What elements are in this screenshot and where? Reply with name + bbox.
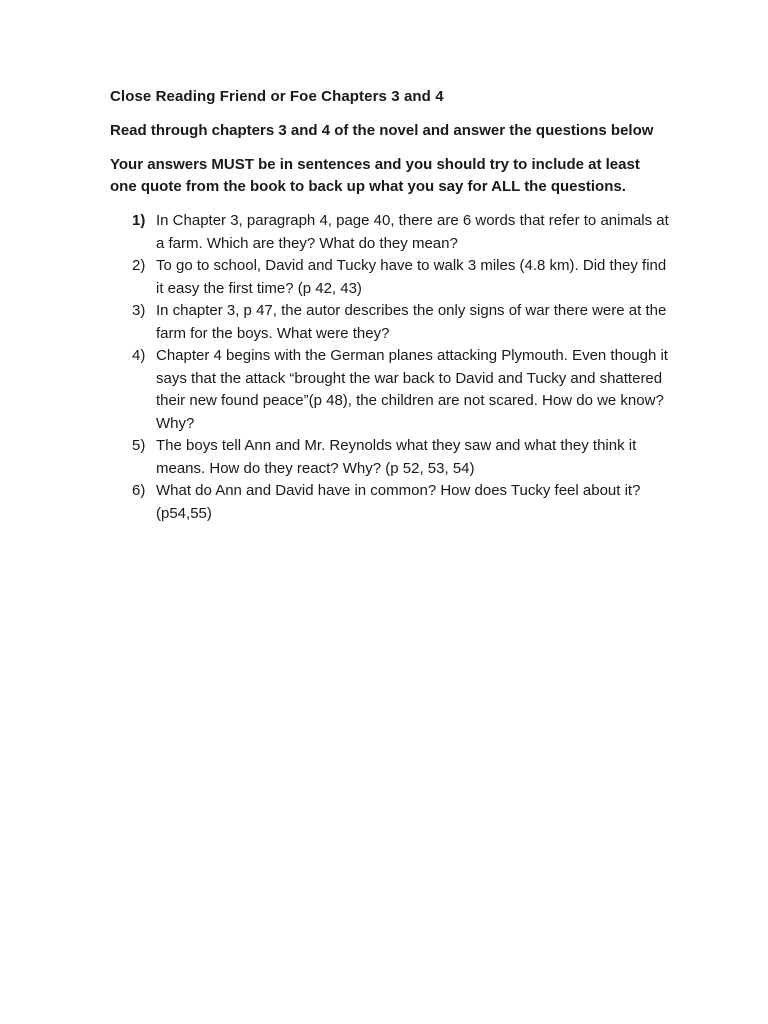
question-item bbox=[110, 435, 670, 480]
question-item bbox=[110, 300, 670, 345]
question-number: 2) bbox=[132, 257, 146, 274]
question-item bbox=[110, 210, 670, 255]
question-number: 4) bbox=[132, 347, 146, 364]
question-item bbox=[110, 345, 670, 435]
document-title: Close Reading Friend or Foe Chapters 3 and 4 bbox=[110, 88, 444, 105]
question-text: In chapter 3, p 47, the autor describes the only signs of war there were at the farm for the boys. What were they? bbox=[156, 302, 667, 342]
question-list bbox=[110, 210, 670, 525]
question-text: Chapter 4 begins with the German planes attacking Plymouth. Even though it says that the attack “brought the war back to David and Tucky and shattered their new found peace”(p 48), the children are not scared. How do we know? Why? bbox=[156, 347, 668, 432]
requirement-paragraph: Your answers MUST be in sentences and you should try to include at least one quote from the book to back up what you say for ALL the questions. bbox=[110, 156, 640, 195]
question-item bbox=[110, 480, 670, 525]
instruction-paragraph: Read through chapters 3 and 4 of the novel and answer the questions below bbox=[110, 122, 654, 139]
question-number: 6) bbox=[132, 482, 146, 499]
question-text: To go to school, David and Tucky have to walk 3 miles (4.8 km). Did they find it easy the first time? (p 42, 43) bbox=[156, 257, 667, 297]
question-number: 5) bbox=[132, 437, 146, 454]
question-text: What do Ann and David have in common? How does Tucky feel about it? (p54,55) bbox=[156, 482, 641, 522]
document-content bbox=[110, 86, 670, 525]
question-item bbox=[110, 255, 670, 300]
question-text: The boys tell Ann and Mr. Reynolds what they saw and what they think it means. How do they react? Why? (p 52, 53, 54) bbox=[156, 437, 637, 477]
question-number: 3) bbox=[132, 302, 146, 319]
question-number: 1) bbox=[132, 212, 146, 229]
question-text: In Chapter 3, paragraph 4, page 40, there are 6 words that refer to animals at a farm. Which are they? What do they mean? bbox=[156, 212, 669, 252]
